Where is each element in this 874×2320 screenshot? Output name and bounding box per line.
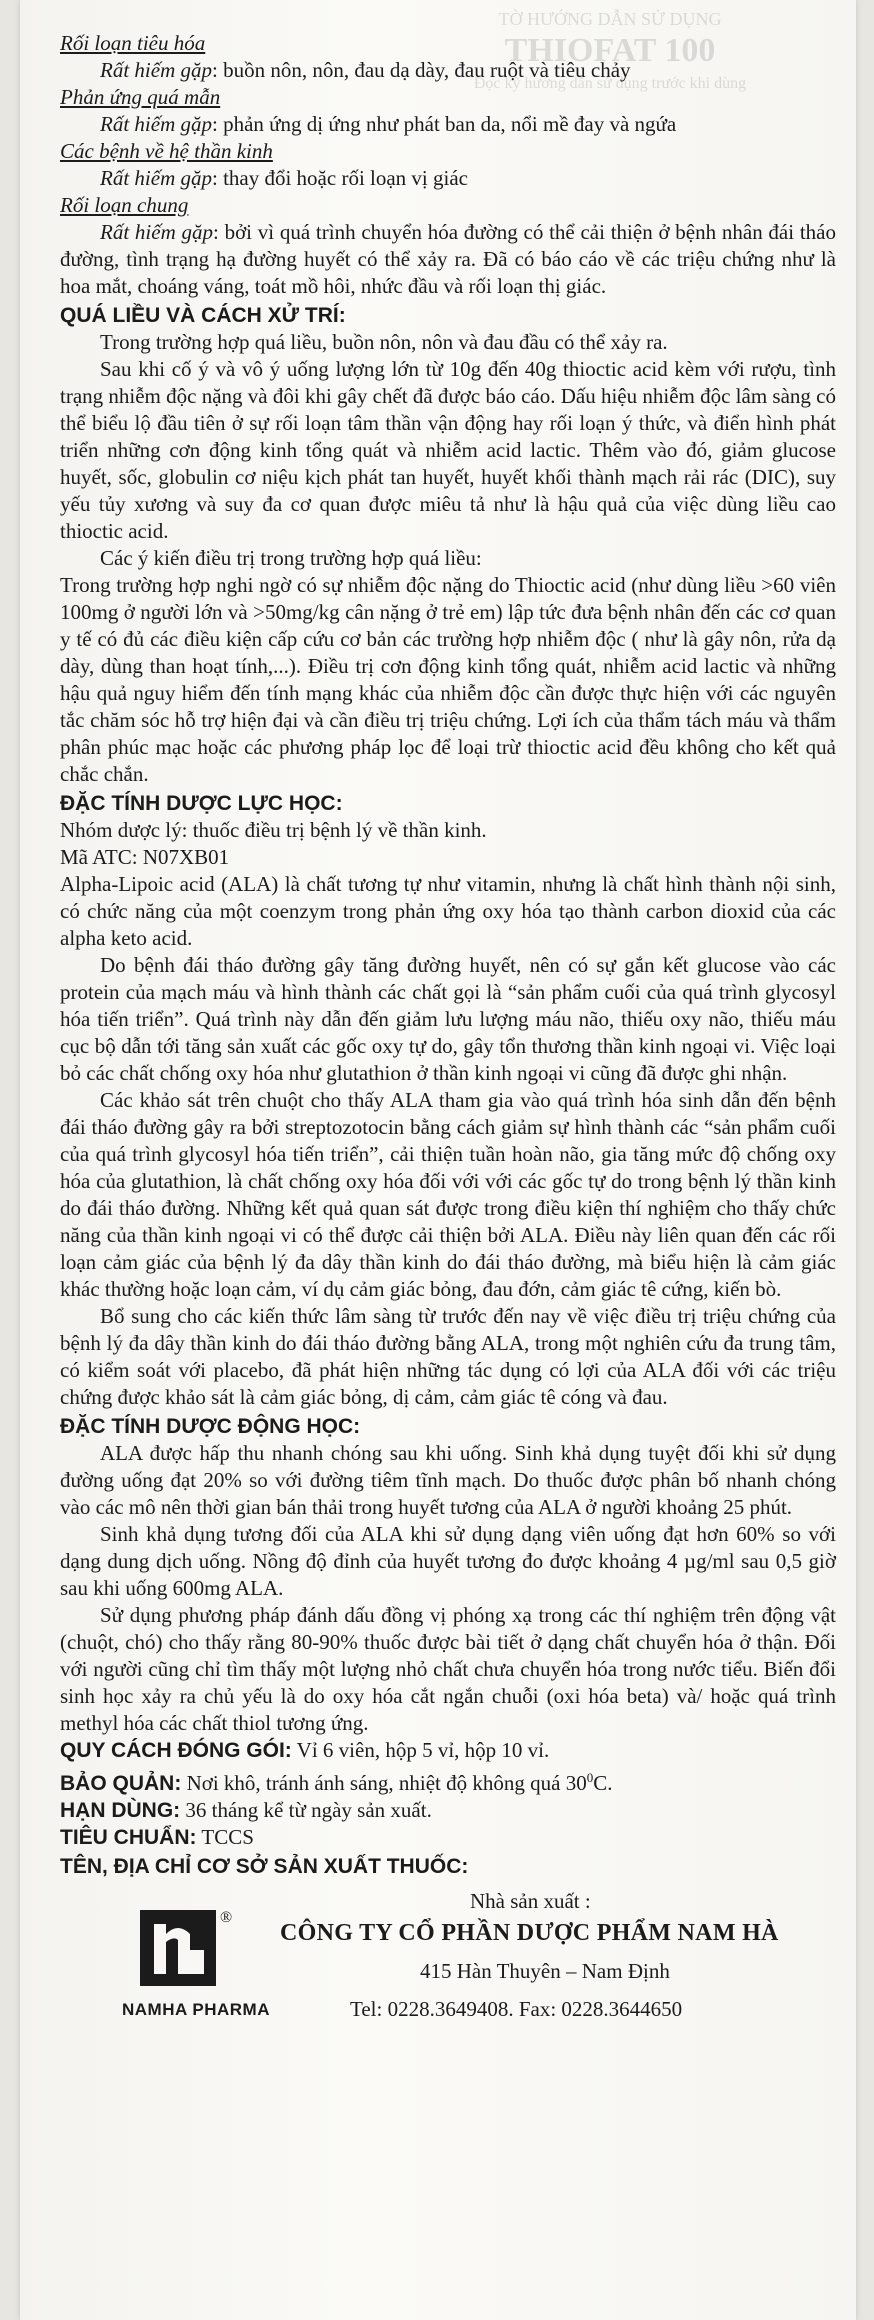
expiry-line: HẠN DÙNG: 36 tháng kể từ ngày sản xuất.: [60, 1798, 432, 1822]
paragraph: Trong trường hợp quá liều, buồn nôn, nôn và đau đầu có thể xảy ra.: [100, 330, 668, 354]
section-title: QUÁ LIỀU VÀ CÁCH XỬ TRÍ:: [60, 304, 346, 327]
side-effect-heading-general: Rối loạn chung: [60, 193, 189, 217]
pharmacodynamics-section: [60, 790, 836, 1411]
paragraph: ALA được hấp thu nhanh chóng sau khi uống. Sinh khả dụng tuyệt đối khi sử dụng đường uống đạt 20% so với đường tiêm tĩnh mạch. Do thuốc được phân bố nhanh chóng vào các mô nên thời gian bán thải trong huyết tương của ALA ở người khoảng 25 phút.: [60, 1441, 836, 1519]
section-title: ĐẶC TÍNH DƯỢC ĐỘNG HỌC:: [60, 1415, 361, 1438]
standard-line: TIÊU CHUẨN: TCCS: [60, 1825, 254, 1849]
pharmacokinetics-section: [60, 1413, 836, 1737]
manufacturer-address: 415 Hàn Thuyên – Nam Định: [420, 1959, 670, 1983]
product-info-section: [60, 1737, 836, 1880]
show-through-text: TỜ HƯỚNG DẪN SỬ DỤNG THIOFAT 100 Đọc kỹ hướng dẫn sử dụng trước khi dùng: [473, 9, 747, 92]
manufacturer-heading: TÊN, ĐỊA CHỈ CƠ SỞ SẢN XUẤT THUỐC:: [60, 1855, 469, 1878]
pharmacologic-group: Nhóm dược lý: thuốc điều trị bệnh lý về thần kinh.: [60, 818, 487, 842]
brand-name: NAMHA PHARMA: [122, 2000, 270, 2019]
atc-code: Mã ATC: N07XB01: [60, 845, 230, 869]
side-effect-heading-hypersensitivity: Phản ứng quá mẫn: [60, 85, 221, 109]
storage-line: BẢO QUẢN: Nơi khô, tránh ánh sáng, nhiệt độ không quá $30^0C$.: [60, 1770, 613, 1795]
side-effect-item: Rất hiếm gặp: bởi vì quá trình chuyển hóa đường có thể cải thiện ở bệnh nhân đái tháo đường, tình trạng hạ đường huyết có thể xảy ra. Đã có báo cáo về các triệu chứng như là hoa mắt, choáng váng, toát mồ hôi, nhức đầu và rối loạn thị giác.: [60, 220, 836, 298]
paragraph: Do bệnh đái tháo đường gây tăng đường huyết, nên có sự gắn kết glucose vào các protein của mạch máu và hình thành các chất gọi là “sản phẩm cuối của quá trình glycosyl hóa tiến triển”. Quá trình này dẫn đến giảm lưu lượng máu não, thiếu oxy não, thiếu máu cục bộ dẫn tới tăng sản xuất các gốc oxy tự do, gây tổn thương thần kinh ngoại vi. Việc loại bỏ các chất chống oxy hóa như glutathion ở thần kinh ngoại vi cũng đã được ghi nhận.: [60, 953, 836, 1085]
manufacturer-footer: [60, 1886, 836, 2036]
side-effect-item: Rất hiếm gặp: phản ứng dị ứng như phát ban da, nổi mề đay và ngứa: [100, 112, 677, 136]
overdose-section: [60, 302, 836, 788]
manufacturer-contact: Tel: 0228.3649408. Fax: 0228.3644650: [350, 1997, 683, 2021]
namha-logo-icon: [140, 1910, 216, 1986]
paragraph: Sử dụng phương pháp đánh dấu đồng vị phóng xạ trong các thí nghiệm trên động vật (chuột, chó) cho thấy rằng 80-90% thuốc được bài tiết ở dạng chất chuyển hóa ở thận. Đối với người cũng chỉ tìm thấy một lượng nhỏ chất chưa chuyển hóa trong nước tiểu. Biến đổi sinh học xảy ra chủ yếu là do oxy hóa cắt ngắn chuỗi (oxi hóa beta) và/ hoặc quá trình methyl hóa các chất thiol tương ứng.: [60, 1603, 836, 1735]
packing-line: QUY CÁCH ĐÓNG GÓI: Vỉ 6 viên, hộp 5 vỉ, hộp 10 vỉ.: [60, 1738, 550, 1762]
side-effect-item: Rất hiếm gặp: buồn nôn, nôn, đau dạ dày, đau ruột và tiêu chảy: [100, 58, 631, 82]
side-effect-heading-digestive: Rối loạn tiêu hóa: [60, 31, 206, 55]
side-effects-section: [60, 30, 836, 300]
side-effect-heading-nervous: Các bệnh về hệ thần kinh: [60, 139, 273, 163]
paragraph: Alpha-Lipoic acid (ALA) là chất tương tự như vitamin, nhưng là chất hình thành nội sinh, có chức năng của một coenzym trong phản ứng oxy hóa tạo thành carbon dioxid của các alpha keto acid.: [60, 872, 836, 950]
leaflet-sheet: [20, 0, 856, 2320]
manufacturer-label: Nhà sản xuất :: [470, 1889, 591, 1913]
paragraph: Các khảo sát trên chuột cho thấy ALA tham gia vào quá trình hóa sinh dẫn đến bệnh đái tháo đường gây ra bởi streptozotocin bằng cách giảm sự hình thành các “sản phẩm cuối của quá trình glycosyl hóa tiến triển”, cải thiện tuần hoàn não, gia tăng mức độ chống oxy hóa của glutathion, là chất chống oxy hóa đối với với các gốc tự do trong bệnh lý thần kinh do đái tháo đường. Những kết quả quan sát được trong điều kiện thí nghiệm cho thấy chức năng của thần kinh ngoại vi có thể được cải thiện bởi ALA. Điều này liên quan đến các rối loạn cảm giác của bệnh lý đa dây thần kinh do đái tháo đường, mà biểu hiện là cảm giác khác thường hoặc loạn cảm, ví dụ cảm giác bỏng, đau đớn, cảm giác tê cứng, kiến bò.: [60, 1088, 836, 1301]
manufacturer-name: CÔNG TY CỔ PHẦN DƯỢC PHẨM NAM HÀ: [280, 1920, 779, 1946]
paragraph: Các ý kiến điều trị trong trường hợp quá liều:: [100, 546, 482, 570]
paragraph: Sinh khả dụng tương đối của ALA khi sử dụng dạng viên uống đạt hơn 60% so với dạng dung dịch uống. Nồng độ đỉnh của huyết tương đo được khoảng 4 µg/ml sau 0,5 giờ sau khi uống 600mg ALA.: [60, 1522, 836, 1600]
paragraph: Trong trường hợp nghi ngờ có sự nhiễm độc nặng do Thioctic acid (như dùng liều >60 viên 100mg ở người lớn và >50mg/kg cân nặng ở trẻ em) lập tức đưa bệnh nhân đến các cơ quan y tế có đủ các điều kiện cấp cứu cơ bản các trường hợp nhiễm độc ( như là gây nôn, rửa dạ dày, dùng than hoạt tính,...). Điều trị cơn động kinh tổng quát, nhiễm acid lactic và những hậu quả nguy hiểm đến tính mạng khác của nhiễm độc cần được thực hiện với các nguyên tắc chăm sóc hỗ trợ hiện đại và cần điều trị triệu chứng. Lợi ích của thẩm tách máu và thẩm phân phúc mạc hoặc các phương pháp lọc để loại trừ thioctic acid đều không cho kết quả chắc chắn.: [60, 573, 836, 786]
section-title: ĐẶC TÍNH DƯỢC LỰC HỌC:: [60, 792, 343, 815]
side-effect-item: Rất hiếm gặp: thay đổi hoặc rối loạn vị giác: [100, 166, 468, 190]
paragraph: Bổ sung cho các kiến thức lâm sàng từ trước đến nay về việc điều trị triệu chứng của bệnh lý đa dây thần kinh do đái tháo đường bằng ALA, trong một nghiên cứu đa trung tâm, có kiểm soát với placebo, đã phát hiện những tác dụng có lợi của ALA đối với các triệu chứng được khảo sát là cảm giác bỏng, dị cảm, cảm giác tê cóng và đau.: [60, 1304, 836, 1409]
paragraph: Sau khi cố ý và vô ý uống lượng lớn từ 10g đến 40g thioctic acid kèm với rượu, tình trạng nhiễm độc nặng và đôi khi gây chết đã được báo cáo. Dấu hiệu nhiễm độc lâm sàng có thể biểu lộ đầu tiên ở sự rối loạn tâm thần vận động hay rối loạn ý thức, và điển hình phát triển những cơn động kinh tổng quát và nhiễm acid lactic. Thêm vào đó, giảm glucose huyết, sốc, globulin cơ niệu kịch phát tan huyết, huyết khối thành mạch rải rác (DIC), suy yếu tủy xương và suy đa cơ quan được miêu tả như là hậu quả của việc dùng liều cao thioctic acid.: [60, 357, 836, 543]
registered-mark: ®: [220, 1909, 233, 1926]
